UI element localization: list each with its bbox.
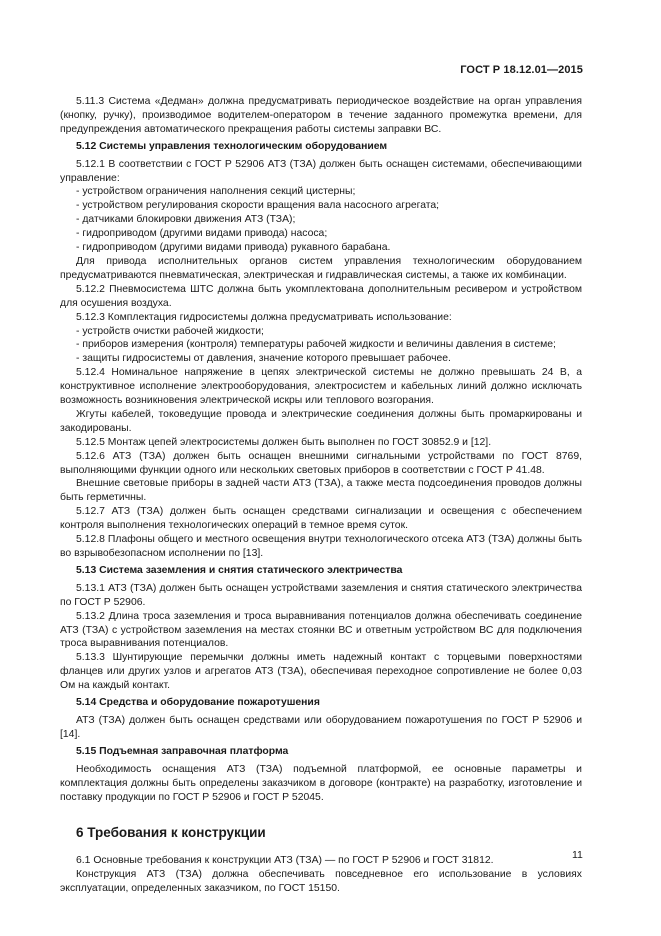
list-item: - устройством регулирования скорости вращения вала насосного агрегата; xyxy=(76,200,440,212)
list-item: - устройством ограничения наполнения секций цистерны; xyxy=(76,186,356,198)
clause-5-13-2: 5.13.2 Длина троса заземления и троса выравнивания потенциалов должна обеспечивать соединение АТЗ (ТЗА) с устройством заземления на местах стоянки ВС и ответным устройством ВС для подключения троса выравнивания потенциалов. xyxy=(60,610,582,650)
list-item: - гидроприводом (другими видами привода) насоса; xyxy=(76,228,328,240)
clause-5-12-2: 5.12.2 Пневмосистема ШТС должна быть укомплектована дополнительным ресивером и устройством для осушения воздуха. xyxy=(60,283,582,309)
paragraph-lights: Внешние световые приборы в задней части АТЗ (ТЗА), а также места подсоединения проводов должны быть герметичны. xyxy=(60,478,582,504)
clause-5-15: Необходимость оснащения АТЗ (ТЗА) подъемной платформой, ее основные параметры и комплектация должны быть определены заказчиком в договоре (контракте) на разработку, изготовление и поставку продукции по ГОСТ Р 52906 и ГОСТ Р 52045. xyxy=(60,763,582,803)
clause-5-13-3: 5.13.3 Шунтирующие перемычки должны иметь надежный контакт с торцевыми поверхностями фланцев или других узлов и агрегатов АТЗ (ТЗА), обеспечивая переходное сопротивление не более 0,03 Ом на каждый контакт. xyxy=(60,652,582,692)
clause-5-12-3: 5.12.3 Комплектация гидросистемы должна предусматривать использование: xyxy=(76,311,452,323)
clause-5-12-4: 5.12.4 Номинальное напряжение в цепях электрической системы не должно превышать 24 В, а конструктивное исполнение электрооборудования, электросистем и кабельных линий должно исключать возможность возникновения электрической искры или теплового возгорания. xyxy=(60,367,582,407)
clause-5-11-3: 5.11.3 Система «Дедман» должна предусматривать периодическое воздействие на орган управления (кнопку, ручку), производимое водителем-оператором в течение заданного промежутка времени, для предупреждения автоматического прекращения работы системы заправки ВС. xyxy=(60,96,582,135)
list-item: - устройств очистки рабочей жидкости; xyxy=(76,325,264,337)
list-item: - защиты гидросистемы от давления, значение которого превышает рабочее. xyxy=(76,353,451,365)
section-6-title: 6 Требования к конструкции xyxy=(76,825,266,841)
heading-5-14: 5.14 Средства и оборудование пожаротушения xyxy=(76,697,320,709)
document-id-header: ГОСТ Р 18.12.01—2015 xyxy=(460,64,583,76)
clause-6-1: 6.1 Основные требования к конструкции АТЗ (ТЗА) — по ГОСТ Р 52906 и ГОСТ 31812. xyxy=(76,855,494,867)
clause-6-1-construction: Конструкция АТЗ (ТЗА) должна обеспечивать повседневное его использование в условиях эксплуатации, определенных заказчиком, по ГОСТ 15150. xyxy=(60,869,582,895)
heading-5-15: 5.15 Подъемная заправочная платформа xyxy=(76,745,289,757)
clause-5-12-5: 5.12.5 Монтаж цепей электросистемы должен быть выполнен по ГОСТ 30852.9 и [12]. xyxy=(76,436,492,448)
paragraph-cables: Жгуты кабелей, токоведущие провода и электрические соединения должны быть промаркированы и закодированы. xyxy=(60,408,582,434)
clause-5-12-8: 5.12.8 Плафоны общего и местного освещения внутри технологического отсека АТЗ (ТЗА) должны быть во взрывобезопасном исполнении по [13]. xyxy=(60,534,582,559)
clause-5-13-1: 5.13.1 АТЗ (ТЗА) должен быть оснащен устройствами заземления и снятия статического электричества по ГОСТ Р 52906. xyxy=(60,582,582,608)
list-item: - гидроприводом (другими видами привода) рукавного барабана. xyxy=(76,242,391,254)
clause-5-12-1: 5.12.1 В соответствии с ГОСТ Р 52906 АТЗ (ТЗА) должен быть оснащен системами, обеспечивающими управление: xyxy=(60,158,582,184)
list-item: - датчиками блокировки движения АТЗ (ТЗА); xyxy=(76,214,296,226)
page-number: 11 xyxy=(572,849,583,861)
document-body xyxy=(60,95,582,896)
clause-5-12-6: 5.12.6 АТЗ (ТЗА) должен быть оснащен внешними сигнальными устройствами по ГОСТ 8769, выполняющими функции одного или нескольких световых приборов в соответствии с ГОСТ Р 41.48. xyxy=(60,450,582,476)
paragraph-drive: Для привода исполнительных органов систем управления технологическим оборудованием предусматриваются пневматическая, электрическая и гидравлическая системы, а также их комбинации. xyxy=(60,255,582,281)
clause-5-12-7: 5.12.7 АТЗ (ТЗА) должен быть оснащен средствами сигнализации и освещения с обеспечением контроля выполнения технологических операций в темное время суток. xyxy=(60,506,582,532)
clause-5-14: АТЗ (ТЗА) должен быть оснащен средствами или оборудованием пожаротушения по ГОСТ Р 52906 и [14]. xyxy=(60,714,582,740)
list-item: - приборов измерения (контроля) температуры рабочей жидкости и величины давления в системе; xyxy=(76,339,556,351)
heading-5-12: 5.12 Системы управления технологическим оборудованием xyxy=(76,140,388,152)
heading-5-13: 5.13 Система заземления и снятия статического электричества xyxy=(76,564,403,576)
